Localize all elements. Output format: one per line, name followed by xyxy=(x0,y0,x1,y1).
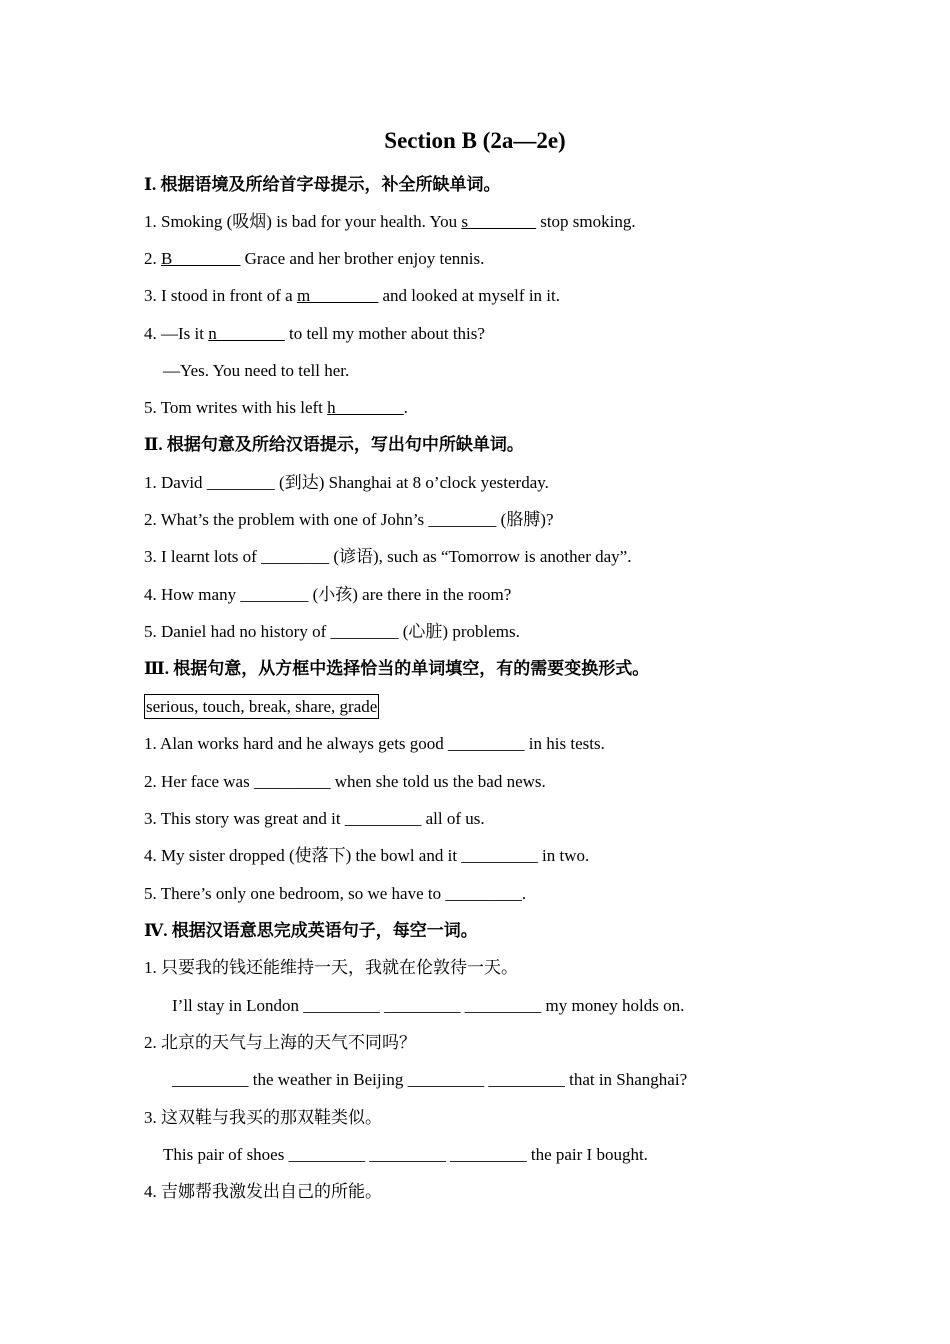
section-1-question-1 xyxy=(144,211,636,233)
section-3-heading: Ⅲ. 根据句意，从方框中选择恰当的单词填空，有的需要变换形式。 xyxy=(144,659,650,678)
section-1-question-3 xyxy=(144,285,560,307)
section-3-question-4: 4. My sister dropped (使落下) the bowl and it _________ in two. xyxy=(144,846,590,865)
answer-blank: B________ xyxy=(161,249,241,268)
answer-blank: s________ xyxy=(461,212,536,231)
question-text: to tell my mother about this? xyxy=(284,324,485,343)
question-text: 3. I stood in front of a xyxy=(144,286,297,305)
question-text: and looked at myself in it. xyxy=(378,286,560,305)
section-2-question-5: 5. Daniel had no history of ________ (心脏) problems. xyxy=(144,622,520,641)
section-3-question-1: 1. Alan works hard and he always gets good _________ in his tests. xyxy=(144,734,605,753)
section-2-question-4: 4. How many ________ (小孩) are there in the room? xyxy=(144,585,512,604)
page-title: Section B (2a—2e) xyxy=(384,128,566,153)
answer-blank: n________ xyxy=(208,324,285,343)
question-text: stop smoking. xyxy=(535,212,636,231)
section-1-question-5 xyxy=(144,397,408,419)
section-4-question-3-english: This pair of shoes _________ _________ _________ the pair I bought. xyxy=(163,1145,648,1164)
question-text: 2. xyxy=(144,249,161,268)
question-text: 1. Smoking (吸烟) is bad for your health. You xyxy=(144,212,462,231)
question-text: . xyxy=(403,398,408,417)
section-2-question-1: 1. David ________ (到达) Shanghai at 8 o’clock yesterday. xyxy=(144,473,549,492)
section-3-question-2: 2. Her face was _________ when she told us the bad news. xyxy=(144,772,546,791)
section-1-question-4 xyxy=(144,323,485,345)
question-text: Grace and her brother enjoy tennis. xyxy=(240,249,485,268)
question-text: 5. Tom writes with his left xyxy=(144,398,328,417)
section-3-question-3: 3. This story was great and it _________ all of us. xyxy=(144,809,485,828)
section-1-question-4-reply: —Yes. You need to tell her. xyxy=(163,361,350,380)
answer-blank: h________ xyxy=(327,398,404,417)
section-2-heading: Ⅱ. 根据句意及所给汉语提示，写出句中所缺单词。 xyxy=(144,435,524,454)
section-2-question-3: 3. I learnt lots of ________ (谚语), such as “Tomorrow is another day”. xyxy=(144,547,632,566)
question-text: 4. —Is it xyxy=(144,324,209,343)
section-1-heading: Ⅰ. 根据语境及所给首字母提示，补全所缺单词。 xyxy=(144,175,501,194)
answer-blank: m________ xyxy=(296,286,379,305)
section-4-question-4-chinese: 4. 吉娜帮我激发出自己的所能。 xyxy=(144,1182,382,1201)
section-4-question-1-english: I’ll stay in London _________ _________ _________ my money holds on. xyxy=(172,996,685,1015)
word-bank-box: serious, touch, break, share, grade xyxy=(144,694,379,719)
section-2-question-2: 2. What’s the problem with one of John’s ________ (胳膊)? xyxy=(144,510,554,529)
section-3-question-5: 5. There’s only one bedroom, so we have to _________. xyxy=(144,884,527,903)
section-4-question-1-chinese: 1. 只要我的钱还能维持一天，我就在伦敦待一天。 xyxy=(144,958,518,977)
section-4-question-2-english: _________ the weather in Beijing _________ _________ that in Shanghai? xyxy=(172,1070,688,1089)
section-4-question-3-chinese: 3. 这双鞋与我买的那双鞋类似。 xyxy=(144,1108,382,1127)
section-4-heading: Ⅳ. 根据汉语意思完成英语句子，每空一词。 xyxy=(144,921,478,940)
section-4-question-2-chinese: 2. 北京的天气与上海的天气不同吗？ xyxy=(144,1033,416,1052)
section-1-question-2 xyxy=(144,248,484,270)
